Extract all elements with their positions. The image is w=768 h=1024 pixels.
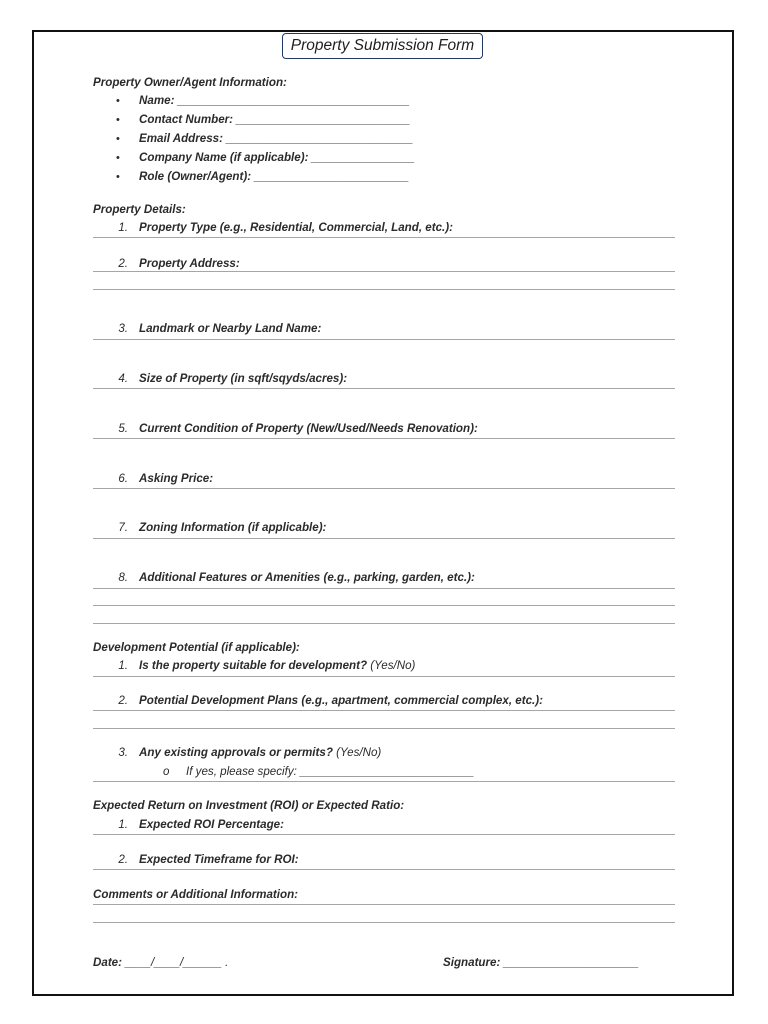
development-suitable-label <box>139 659 415 673</box>
approvals-line[interactable] <box>93 781 675 782</box>
property-condition-line[interactable] <box>93 438 675 439</box>
development-plans-label: Potential Development Plans (e.g., apartment, commercial complex, etc.): <box>139 694 543 707</box>
sub-bullet: o <box>163 765 170 778</box>
comments-line-1[interactable] <box>93 904 675 905</box>
bullet: • <box>116 133 120 145</box>
field-blank: ____________________________________ <box>177 94 410 107</box>
item-number: 7. <box>118 521 128 534</box>
additional-features-line-1[interactable] <box>93 588 675 589</box>
question-text: Any existing approvals or permits? <box>139 746 333 759</box>
item-number: 3. <box>118 322 128 335</box>
bullet: • <box>116 171 120 183</box>
additional-features-label: Additional Features or Amenities (e.g., parking, garden, etc.): <box>139 571 475 584</box>
yes-no-note: (Yes/No) <box>336 746 382 759</box>
field-blank: _____________________________ <box>226 132 414 145</box>
item-number: 1. <box>118 659 128 672</box>
item-number: 2. <box>118 853 128 866</box>
field-label: Name: <box>139 94 175 107</box>
item-number: 1. <box>118 818 128 831</box>
item-number: 5. <box>118 422 128 435</box>
name-field[interactable] <box>139 94 410 108</box>
item-number: 1. <box>118 221 128 234</box>
field-label: Contact Number: <box>139 113 234 126</box>
item-number: 4. <box>118 372 128 385</box>
roi-percentage-label: Expected ROI Percentage: <box>139 818 284 831</box>
roi-timeframe-line[interactable] <box>93 869 675 870</box>
date-field[interactable] <box>93 956 228 970</box>
company-name-field[interactable] <box>139 151 415 165</box>
development-plans-line-1[interactable] <box>93 710 675 711</box>
roi-percentage-line[interactable] <box>93 834 675 835</box>
property-address-line-1[interactable] <box>93 271 675 272</box>
additional-features-line-2[interactable] <box>93 605 675 606</box>
question-text: Is the property suitable for development? <box>139 659 368 672</box>
owner-section-heading: Property Owner/Agent Information: <box>93 76 287 89</box>
field-blank: ___________________________ <box>236 113 411 126</box>
property-section-heading: Property Details: <box>93 203 186 216</box>
property-address-line-2[interactable] <box>93 289 675 290</box>
date-blank: ____/____/______ . <box>125 956 229 969</box>
development-suitable-line[interactable] <box>93 676 675 677</box>
field-blank: ________________ <box>311 151 415 164</box>
bullet: • <box>116 114 120 126</box>
role-field[interactable] <box>139 170 409 184</box>
property-condition-label: Current Condition of Property (New/Used/Needs Renovation): <box>139 422 478 435</box>
field-label: Role (Owner/Agent): <box>139 170 252 183</box>
property-type-label: Property Type (e.g., Residential, Commercial, Land, etc.): <box>139 221 453 234</box>
field-blank: ___________________________ <box>300 765 475 778</box>
property-address-label: Property Address: <box>139 257 240 270</box>
comments-line-2[interactable] <box>93 922 675 923</box>
field-blank: ________________________ <box>254 170 410 183</box>
date-label: Date: <box>93 956 122 969</box>
property-type-line[interactable] <box>93 237 675 238</box>
asking-price-line[interactable] <box>93 488 675 489</box>
development-plans-line-2[interactable] <box>93 728 675 729</box>
item-number: 2. <box>118 694 128 707</box>
development-section-heading: Development Potential (if applicable): <box>93 641 300 654</box>
roi-section-heading: Expected Return on Investment (ROI) or Expected Ratio: <box>93 799 405 812</box>
field-label: Email Address: <box>139 132 223 145</box>
form-title: Property Submission Form <box>282 33 483 59</box>
field-label: If yes, please specify: <box>186 765 297 778</box>
bullet: • <box>116 95 120 107</box>
zoning-line[interactable] <box>93 538 675 539</box>
approvals-label <box>139 746 381 760</box>
property-size-line[interactable] <box>93 388 675 389</box>
signature-blank: _____________________ <box>503 956 639 969</box>
additional-features-line-3[interactable] <box>93 623 675 624</box>
zoning-label: Zoning Information (if applicable): <box>139 521 327 534</box>
item-number: 8. <box>118 571 128 584</box>
signature-field[interactable] <box>443 956 639 970</box>
field-label: Company Name (if applicable): <box>139 151 309 164</box>
yes-no-note: (Yes/No) <box>370 659 416 672</box>
landmark-line[interactable] <box>93 339 675 340</box>
contact-number-field[interactable] <box>139 113 410 127</box>
comments-section-heading: Comments or Additional Information: <box>93 888 299 901</box>
property-size-label: Size of Property (in sqft/sqyds/acres): <box>139 372 348 385</box>
bullet: • <box>116 152 120 164</box>
roi-timeframe-label: Expected Timeframe for ROI: <box>139 853 299 866</box>
landmark-label: Landmark or Nearby Land Name: <box>139 322 322 335</box>
item-number: 2. <box>118 257 128 270</box>
approvals-specify-field[interactable] <box>186 765 474 779</box>
item-number: 6. <box>118 472 128 485</box>
asking-price-label: Asking Price: <box>139 472 214 485</box>
signature-label: Signature: <box>443 956 501 969</box>
item-number: 3. <box>118 746 128 759</box>
email-address-field[interactable] <box>139 132 413 146</box>
